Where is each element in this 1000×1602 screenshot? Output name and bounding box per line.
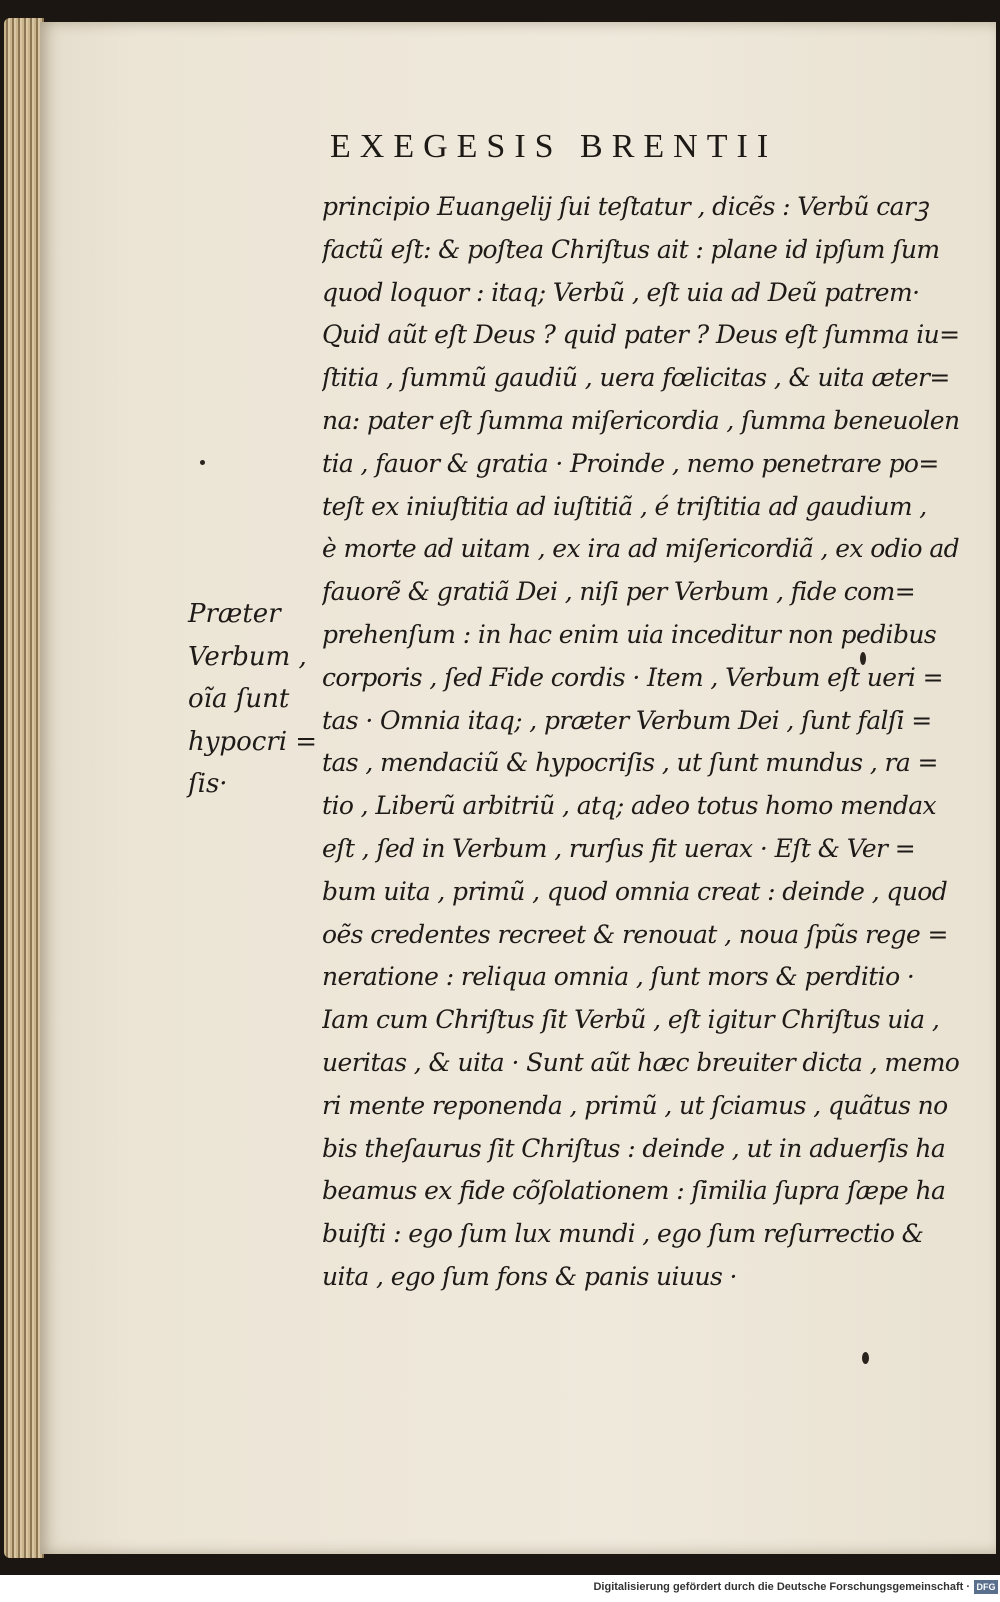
text-line: quod loquor : itaq; Verbũ , eſt uia ad Deũ patrem·	[322, 277, 920, 307]
text-line: bis theſaurus ſit Chriſtus : deinde , ut in aduerſis ha	[322, 1133, 946, 1163]
text-line: Iam cum Chriſtus ſit Verbũ , eſt igitur Chriſtus uia ,	[322, 1005, 940, 1035]
ink-speck	[862, 1352, 869, 1364]
marginal-line: ſis·	[188, 769, 228, 799]
text-line: tas , mendaciũ & hypocriſis , ut ſunt mundus , ra =	[322, 748, 938, 778]
text-line: neratione : reliqua omnia , ſunt mors & perditio ·	[322, 962, 915, 992]
text-line: beamus ex fide cõſolationem : ſimilia ſupra ſæpe ha	[322, 1176, 946, 1206]
marginal-note	[188, 593, 318, 806]
text-line: tia , fauor & gratia · Proinde , nemo penetrare po=	[322, 448, 939, 478]
text-line: è morte ad uitam , ex ira ad miſericordiã , ex odio ad	[322, 534, 960, 564]
ink-speck	[200, 460, 205, 465]
marginal-line: oĩa ſunt	[188, 684, 290, 714]
text-line: na: pater eſt ſumma miſericordia , ſumma beneuolen	[322, 405, 960, 435]
text-line: oẽs credentes recreet & renouat , noua ſpũs rege =	[322, 919, 948, 949]
text-line: teſt ex iniuſtitia ad iuſtitiã , é triſtitia ad gaudium ,	[322, 491, 927, 521]
funding-credit: Digitalisierung gefördert durch die Deutsche Forschungsgemeinschaft ·	[593, 1581, 970, 1593]
dfg-logo-icon: DFG	[974, 1580, 998, 1594]
text-line: tio , Liberũ arbitriũ , atq; adeo totus homo mendax	[322, 791, 937, 821]
marginal-line: Præter	[188, 599, 281, 629]
text-line: tas · Omnia itaq; , præter Verbum Dei , ſunt falſi =	[322, 705, 932, 735]
text-line: fauorẽ & gratiã Dei , niſi per Verbum , fide com=	[322, 577, 916, 607]
text-line: ri mente reponenda , primũ , ut ſciamus , quãtus no	[322, 1090, 948, 1120]
text-line: buiſti : ego ſum lux mundi , ego ſum reſurrectio &	[322, 1219, 924, 1249]
text-line: prehenſum : in hac enim uia inceditur non pedibus	[322, 619, 937, 649]
marginal-line: hypocri =	[188, 726, 318, 757]
running-head: EXEGESIS BRENTII	[330, 128, 778, 165]
text-line: principio Euangelij ſui teſtatur , dicẽs : Verbũ carꝫ	[322, 192, 928, 221]
page-edges	[4, 18, 44, 1558]
text-line: uita , ego ſum fons & panis uiuus ·	[322, 1261, 737, 1291]
text-line: ſtitia , ſummũ gaudiũ , uera fœlicitas , & uita æter=	[322, 363, 950, 393]
text-line: bum uita , primũ , quod omnia creat : deinde , quod	[322, 876, 948, 906]
body-text	[322, 186, 962, 1299]
text-line: Quid aũt eſt Deus ? quid pater ? Deus eſt ſumma iu=	[322, 320, 960, 350]
footer-bar	[0, 1575, 1000, 1602]
text-line: factũ eſt: & poſtea Chriſtus ait : plane id ipſum ſum	[322, 234, 940, 264]
text-line: eſt , ſed in Verbum , rurſus fit uerax · Eſt & Ver =	[322, 833, 916, 863]
marginal-line: Verbum ,	[188, 641, 307, 672]
text-line: ueritas , & uita · Sunt aũt hæc breuiter dicta , memo	[322, 1047, 960, 1077]
text-line: corporis , ſed Fide cordis · Item , Verbum eſt ueri =	[322, 662, 943, 692]
